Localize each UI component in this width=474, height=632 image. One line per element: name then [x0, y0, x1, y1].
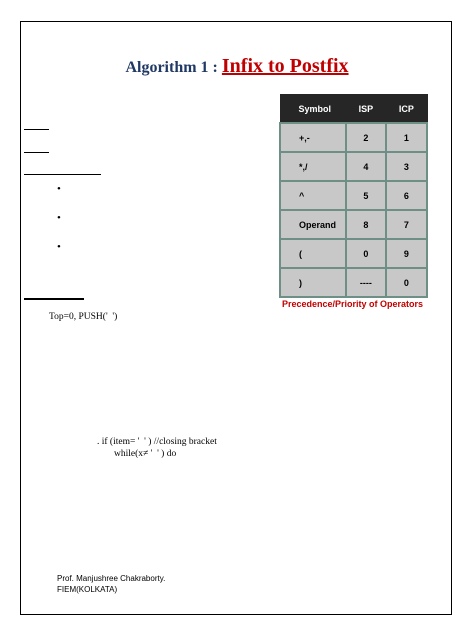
table-caption: Precedence/Priority of Operators — [282, 299, 424, 309]
cell-isp: 8 — [346, 210, 386, 239]
cell-symbol: ^ — [280, 181, 346, 210]
cell-isp: ---- — [346, 268, 386, 297]
table-row — [280, 210, 427, 239]
table-row — [280, 123, 427, 152]
table-row — [280, 239, 427, 268]
cell-symbol: *,/ — [280, 152, 346, 181]
bullet-point: • — [57, 183, 61, 195]
precedence-table — [279, 94, 428, 298]
cell-icp: 7 — [386, 210, 427, 239]
cell-isp: 5 — [346, 181, 386, 210]
heading-rule — [24, 174, 101, 175]
table-header-row — [280, 95, 427, 124]
table-row — [280, 152, 427, 181]
cell-icp: 0 — [386, 268, 427, 297]
cell-symbol: ( — [280, 239, 346, 268]
page-title — [0, 55, 474, 78]
heading-rule — [24, 152, 49, 153]
bullet-point: • — [57, 241, 61, 253]
algorithm-line-push: Top=0, PUSH(' ') — [49, 312, 118, 322]
footer-institute: FIEM(KOLKATA) — [57, 585, 118, 594]
cell-icp: 3 — [386, 152, 427, 181]
table-row — [280, 181, 427, 210]
title-prefix: Algorithm 1 : — [125, 59, 222, 76]
cell-icp: 6 — [386, 181, 427, 210]
cell-symbol: Operand — [280, 210, 346, 239]
bullet-point: • — [57, 212, 61, 224]
header-icp: ICP — [386, 95, 427, 124]
cell-isp: 0 — [346, 239, 386, 268]
table-row — [280, 268, 427, 297]
title-main: Infix to Postfix — [221, 55, 349, 77]
algorithm-line-if: . if (item= ' ' ) //closing bracket — [97, 437, 217, 447]
cell-symbol: +,- — [280, 123, 346, 152]
footer-author: Prof. Manjushree Chakraborty. — [57, 574, 166, 583]
heading-rule — [24, 298, 84, 300]
header-isp: ISP — [346, 95, 386, 124]
cell-symbol: ) — [280, 268, 346, 297]
cell-isp: 4 — [346, 152, 386, 181]
header-symbol: Symbol — [280, 95, 346, 124]
cell-icp: 9 — [386, 239, 427, 268]
cell-icp: 1 — [386, 123, 427, 152]
heading-rule — [24, 129, 49, 130]
algorithm-line-while: while(x≠ ' ' ) do — [114, 449, 177, 459]
cell-isp: 2 — [346, 123, 386, 152]
